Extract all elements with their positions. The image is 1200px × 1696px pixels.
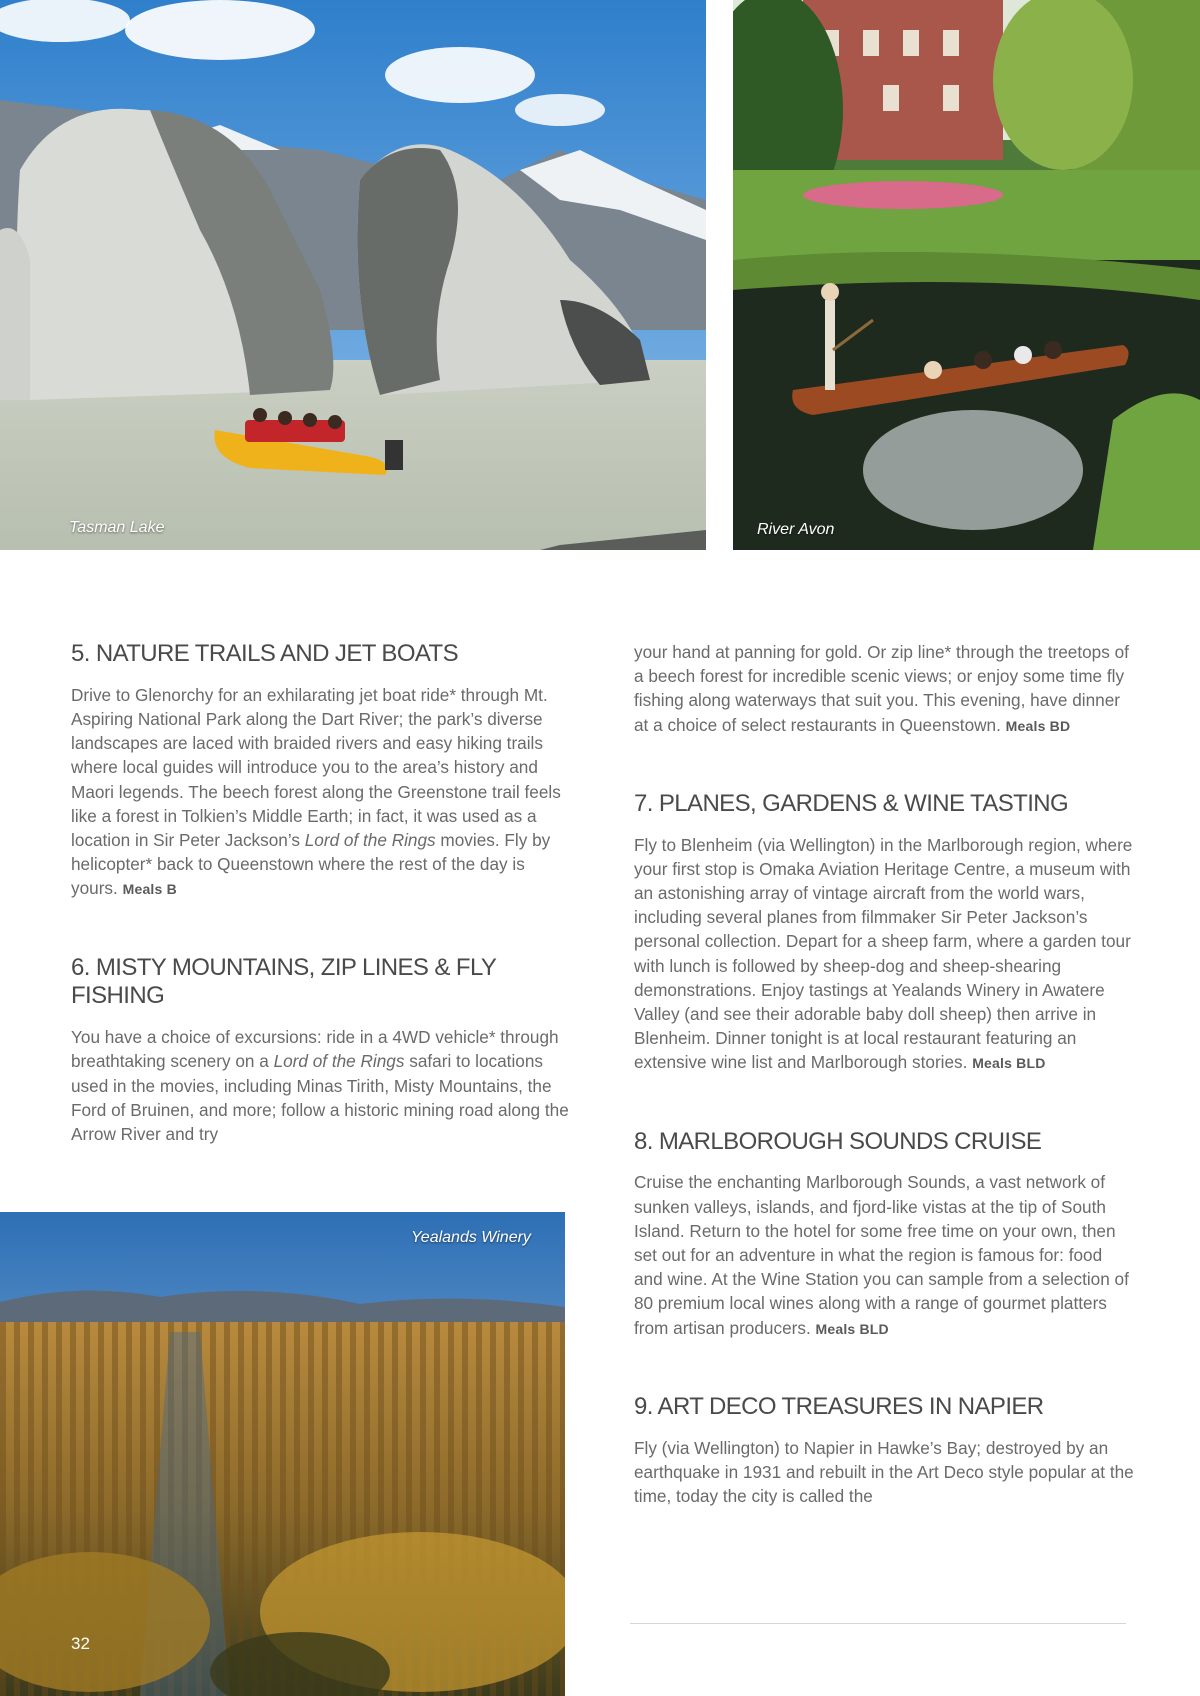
section-6 — [71, 954, 571, 1147]
section-body: Fly (via Wellington) to Napier in Hawke’s Bay; destroyed by an earthquake in 1931 and rebuilt in the Art Deco style popular at the time, today the city is called the — [634, 1437, 1134, 1507]
meals-code: Meals BD — [1005, 717, 1071, 734]
bottom-divider — [630, 1623, 1126, 1624]
section-body — [71, 683, 571, 902]
body-text: Fly to Blenheim (via Wellington) in the Marlborough region, where your first stop is Omaka Aviation Heritage Centre, a museum with an astonishing array of vintage aircraft from the world wars, including several planes from filmmaker Sir Peter Jackson’s personal collection. Depart for a sheep farm, where a garden tour with lunch is followed by sheep-dog and sheep-shearing demonstrations. Enjoy tastings at Yealands Winery in Awatere Valley (and see their adorable baby doll sheep) then arrive in Blenheim. Dinner tonight is at local restaurant featuring an extensive wine list and Marlborough stories. — [634, 834, 1133, 1073]
left-column — [71, 640, 571, 1198]
section-6-continued — [634, 640, 1134, 738]
body-text: your hand at panning for gold. Or zip line* through the treetops of a beech forest for incredible scenic views; or enjoy some time fly fishing along waterways that suit you. This evening, have dinner at a choice of select restaurants in Queenstown. — [634, 642, 1129, 735]
meals-code: Meals BLD — [972, 1055, 1046, 1072]
section-body — [634, 1170, 1134, 1340]
section-title: 5. NATURE TRAILS AND JET BOATS — [71, 640, 458, 667]
section-title: 7. PLANES, GARDENS & WINE TASTING — [634, 789, 1069, 817]
body-text: safari to locations used in the movies, including Minas Tirith, Misty Mountains, the Ford of Bruinen, and more; follow a historic mining road along the Arrow River and try — [71, 1051, 569, 1145]
body-text: You have a choice of excursions: ride in a 4WD vehicle* through breathtaking scenery on a — [71, 1027, 559, 1072]
page-number: 32 — [71, 1634, 90, 1653]
tasman-lake-image — [0, 0, 706, 550]
river-avon-image — [733, 0, 1200, 550]
section-body — [71, 1025, 571, 1146]
section-8 — [634, 1128, 1134, 1341]
photo-caption: Tasman Lake — [69, 519, 165, 536]
section-title: 9. ART DECO TREASURES IN NAPIER — [634, 1392, 1044, 1420]
meals-code: Meals B — [122, 881, 177, 898]
yealands-winery-image — [0, 1212, 565, 1696]
photo-river-avon — [733, 0, 1200, 550]
right-column — [634, 640, 1134, 1560]
body-text: Drive to Glenorchy for an exhilarating jet boat ride* through Mt. Aspiring National Park along the Dart River; the park’s diverse landscapes are laced with braided rivers and easy hiking trails where local guides will introduce you to the area’s history and Maori legends. The beech forest along the Greenstone trail feels like a forest in Tolkien’s Middle Earth; in fact, it was used as a location in Sir Peter Jackson’s — [71, 684, 561, 851]
section-title: 6. MISTY MOUNTAINS, ZIP LINES & FLY FISHING — [71, 953, 496, 1010]
section-9 — [634, 1393, 1134, 1508]
meals-code: Meals BLD — [815, 1320, 889, 1337]
photo-caption: River Avon — [757, 521, 835, 538]
section-5 — [71, 640, 571, 902]
body-italic: Lord of the Rings — [273, 1051, 405, 1072]
section-body — [634, 833, 1134, 1076]
body-text: Cruise the enchanting Marlborough Sounds, a vast network of sunken valleys, islands, and fjord-like vistas at the tip of South Island. Return to the hotel for some free time on your own, then set out for an adventure in what the region is famous for: food and wine. At the Wine Station you can sample from a selection of 80 premium local wines along with a range of gourmet platters from artisan producers. — [634, 1172, 1129, 1338]
photo-tasman-lake — [0, 0, 706, 550]
photo-yealands-winery — [0, 1212, 565, 1696]
body-italic: Lord of the Rings — [304, 830, 436, 851]
section-7 — [634, 790, 1134, 1076]
section-title: 8. MARLBOROUGH SOUNDS CRUISE — [634, 1127, 1042, 1155]
body-text: movies. Fly by helicopter* back to Queenstown where the rest of the day is yours. — [71, 830, 551, 899]
photo-caption: Yealands Winery — [411, 1229, 531, 1246]
